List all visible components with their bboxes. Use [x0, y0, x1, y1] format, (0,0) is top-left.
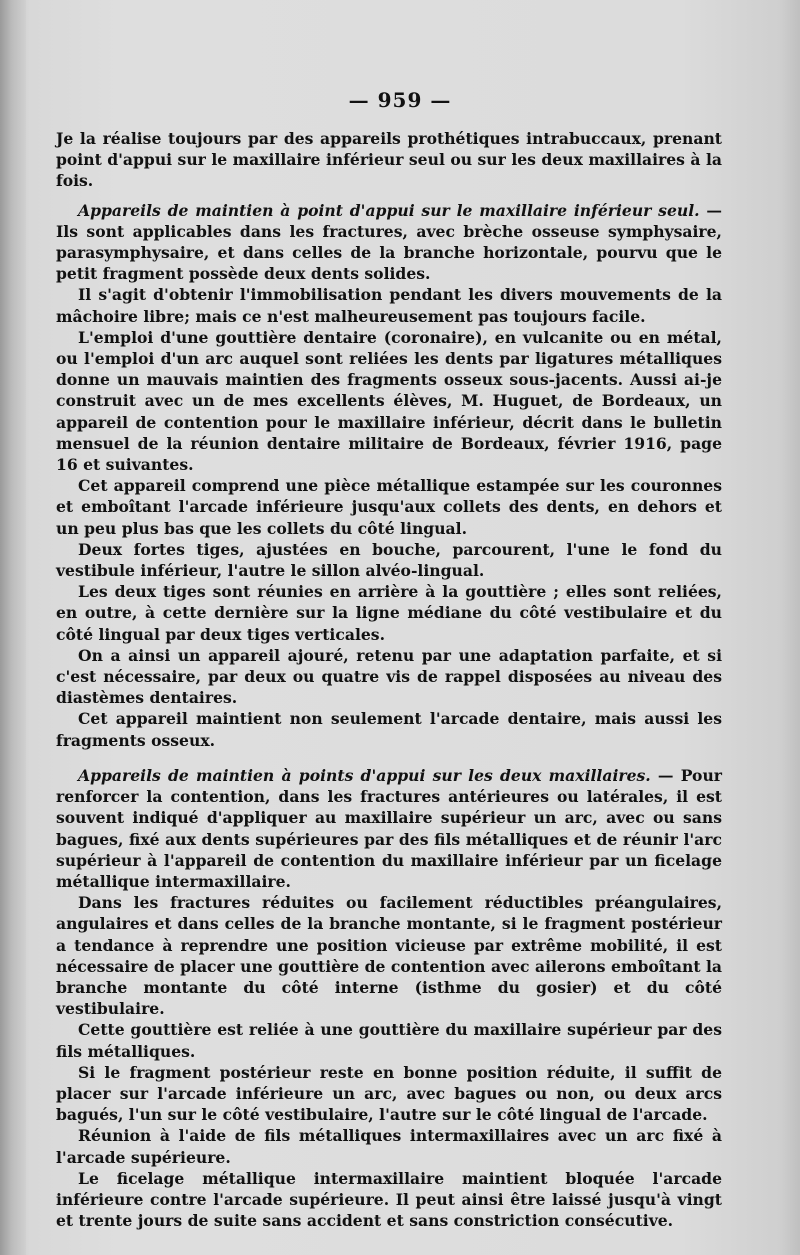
paragraph: Si le fragment postérieur reste en bonne position réduite, il suffit de placer sur l'arcade inférieure un arc, avec bagues ou non, ou deux arcs bagués, l'un sur le côté vestibulaire, l'autre sur le côté lingual de l'arcade. — [56, 1062, 722, 1125]
paragraph: Cette gouttière est reliée à une gouttière du maxillaire supérieur par des fils métalliques. — [56, 1020, 722, 1061]
body-text — [56, 128, 722, 1231]
paragraph: Cet appareil maintient non seulement l'arcade dentaire, mais aussi les fragments osseux. — [56, 709, 722, 750]
paragraph: Les deux tiges sont réunies en arrière à la gouttière ; elles sont reliées, en outre, à cette dernière sur la ligne médiane du côté vestibulaire et du côté lingual par deux tiges verticales. — [56, 582, 722, 644]
section-heading: Appareils de maintien à points d'appui sur les deux maxillaires. — [78, 765, 651, 785]
page-number: — 959 — — [348, 88, 452, 112]
paragraph: On a ainsi un appareil ajouré, retenu par une adaptation parfaite, et si c'est nécessaire, par deux ou quatre vis de rappel disposées au niveau des diastèmes dentaires. — [56, 645, 722, 708]
paragraph: Cet appareil comprend une pièce métallique estampée sur les couronnes et emboîtant l'arcade inférieure jusqu'aux collets des dents, en dehors et un peu plus bas que les collets du côté lingual. — [56, 476, 722, 538]
paragraph: Dans les fractures réduites ou facilement réductibles préangulaires, angulaires et dans celles de la branche montante, si le fragment postérieur a tendance à reprendre une position vicieuse par extrême mobilité, il est nécessaire de placer une gouttière de contention avec ailerons emboîtant la branche montante du côté interne (isthme du gosier) et du côté vestibulaire. — [56, 893, 722, 1019]
paragraph: Le ficelage métallique intermaxillaire maintient bloquée l'arcade inférieure contre l'arcade supérieure. Il peut ainsi être laissé jusqu'à vingt et trente jours de suite sans accident et sans constriction consécutive. — [56, 1168, 722, 1231]
section-text: — Pour renforcer la contention, dans les fractures antérieures ou latérales, il est souvent indiqué d'appliquer au maxillaire supérieur un arc, avec ou sans bagues, fixé aux dents supérieures par des fils métalliques et de réunir l'arc supérieur à l'appareil de contention du maxillaire inférieur par un ficelage métallique intermaxillaire. — [56, 765, 722, 891]
section-paragraph-deux-maxillaires — [56, 765, 722, 892]
section-paragraph-inferieur — [56, 200, 722, 285]
paragraph: Réunion à l'aide de fils métalliques intermaxillaires avec un arc fixé à l'arcade supérieure. — [56, 1126, 722, 1167]
section-heading: Appareils de maintien à point d'appui sur le maxillaire inférieur seul. — [78, 200, 700, 220]
section-text: — Ils sont applicables dans les fractures, avec brèche osseuse symphysaire, parasymphysaire, et dans celles de la branche horizontale, pourvu que le petit fragment possède deux dents solides. — [56, 200, 722, 284]
page-binding-shadow — [0, 0, 26, 1255]
paragraph: Je la réalise toujours par des appareils prothétiques intrabuccaux, prenant point d'appui sur le maxillaire inférieur seul ou sur les deux maxillaires à la fois. — [56, 129, 722, 191]
paragraph: L'emploi d'une gouttière dentaire (coronaire), en vulcanite ou en métal, ou l'emploi d'un arc auquel sont reliées les dents par ligatures métalliques donne un mauvais maintien des fragments osseux sous-jacents. Aussi ai-je construit avec un de mes excellents élèves, M. Huguet, de Bordeaux, un appareil de contention pour le maxillaire inférieur, décrit dans le bulletin mensuel de la réunion dentaire militaire de Bordeaux, février 1916, page 16 et suivantes. — [56, 327, 722, 475]
paragraph: Il s'agit d'obtenir l'immobilisation pendant les divers mouvements de la mâchoire libre; mais ce n'est malheureusement pas toujours facile. — [56, 285, 722, 326]
paragraph: Deux fortes tiges, ajustées en bouche, parcourent, l'une le fond du vestibule inférieur, l'autre le sillon alvéo-lingual. — [56, 539, 722, 581]
